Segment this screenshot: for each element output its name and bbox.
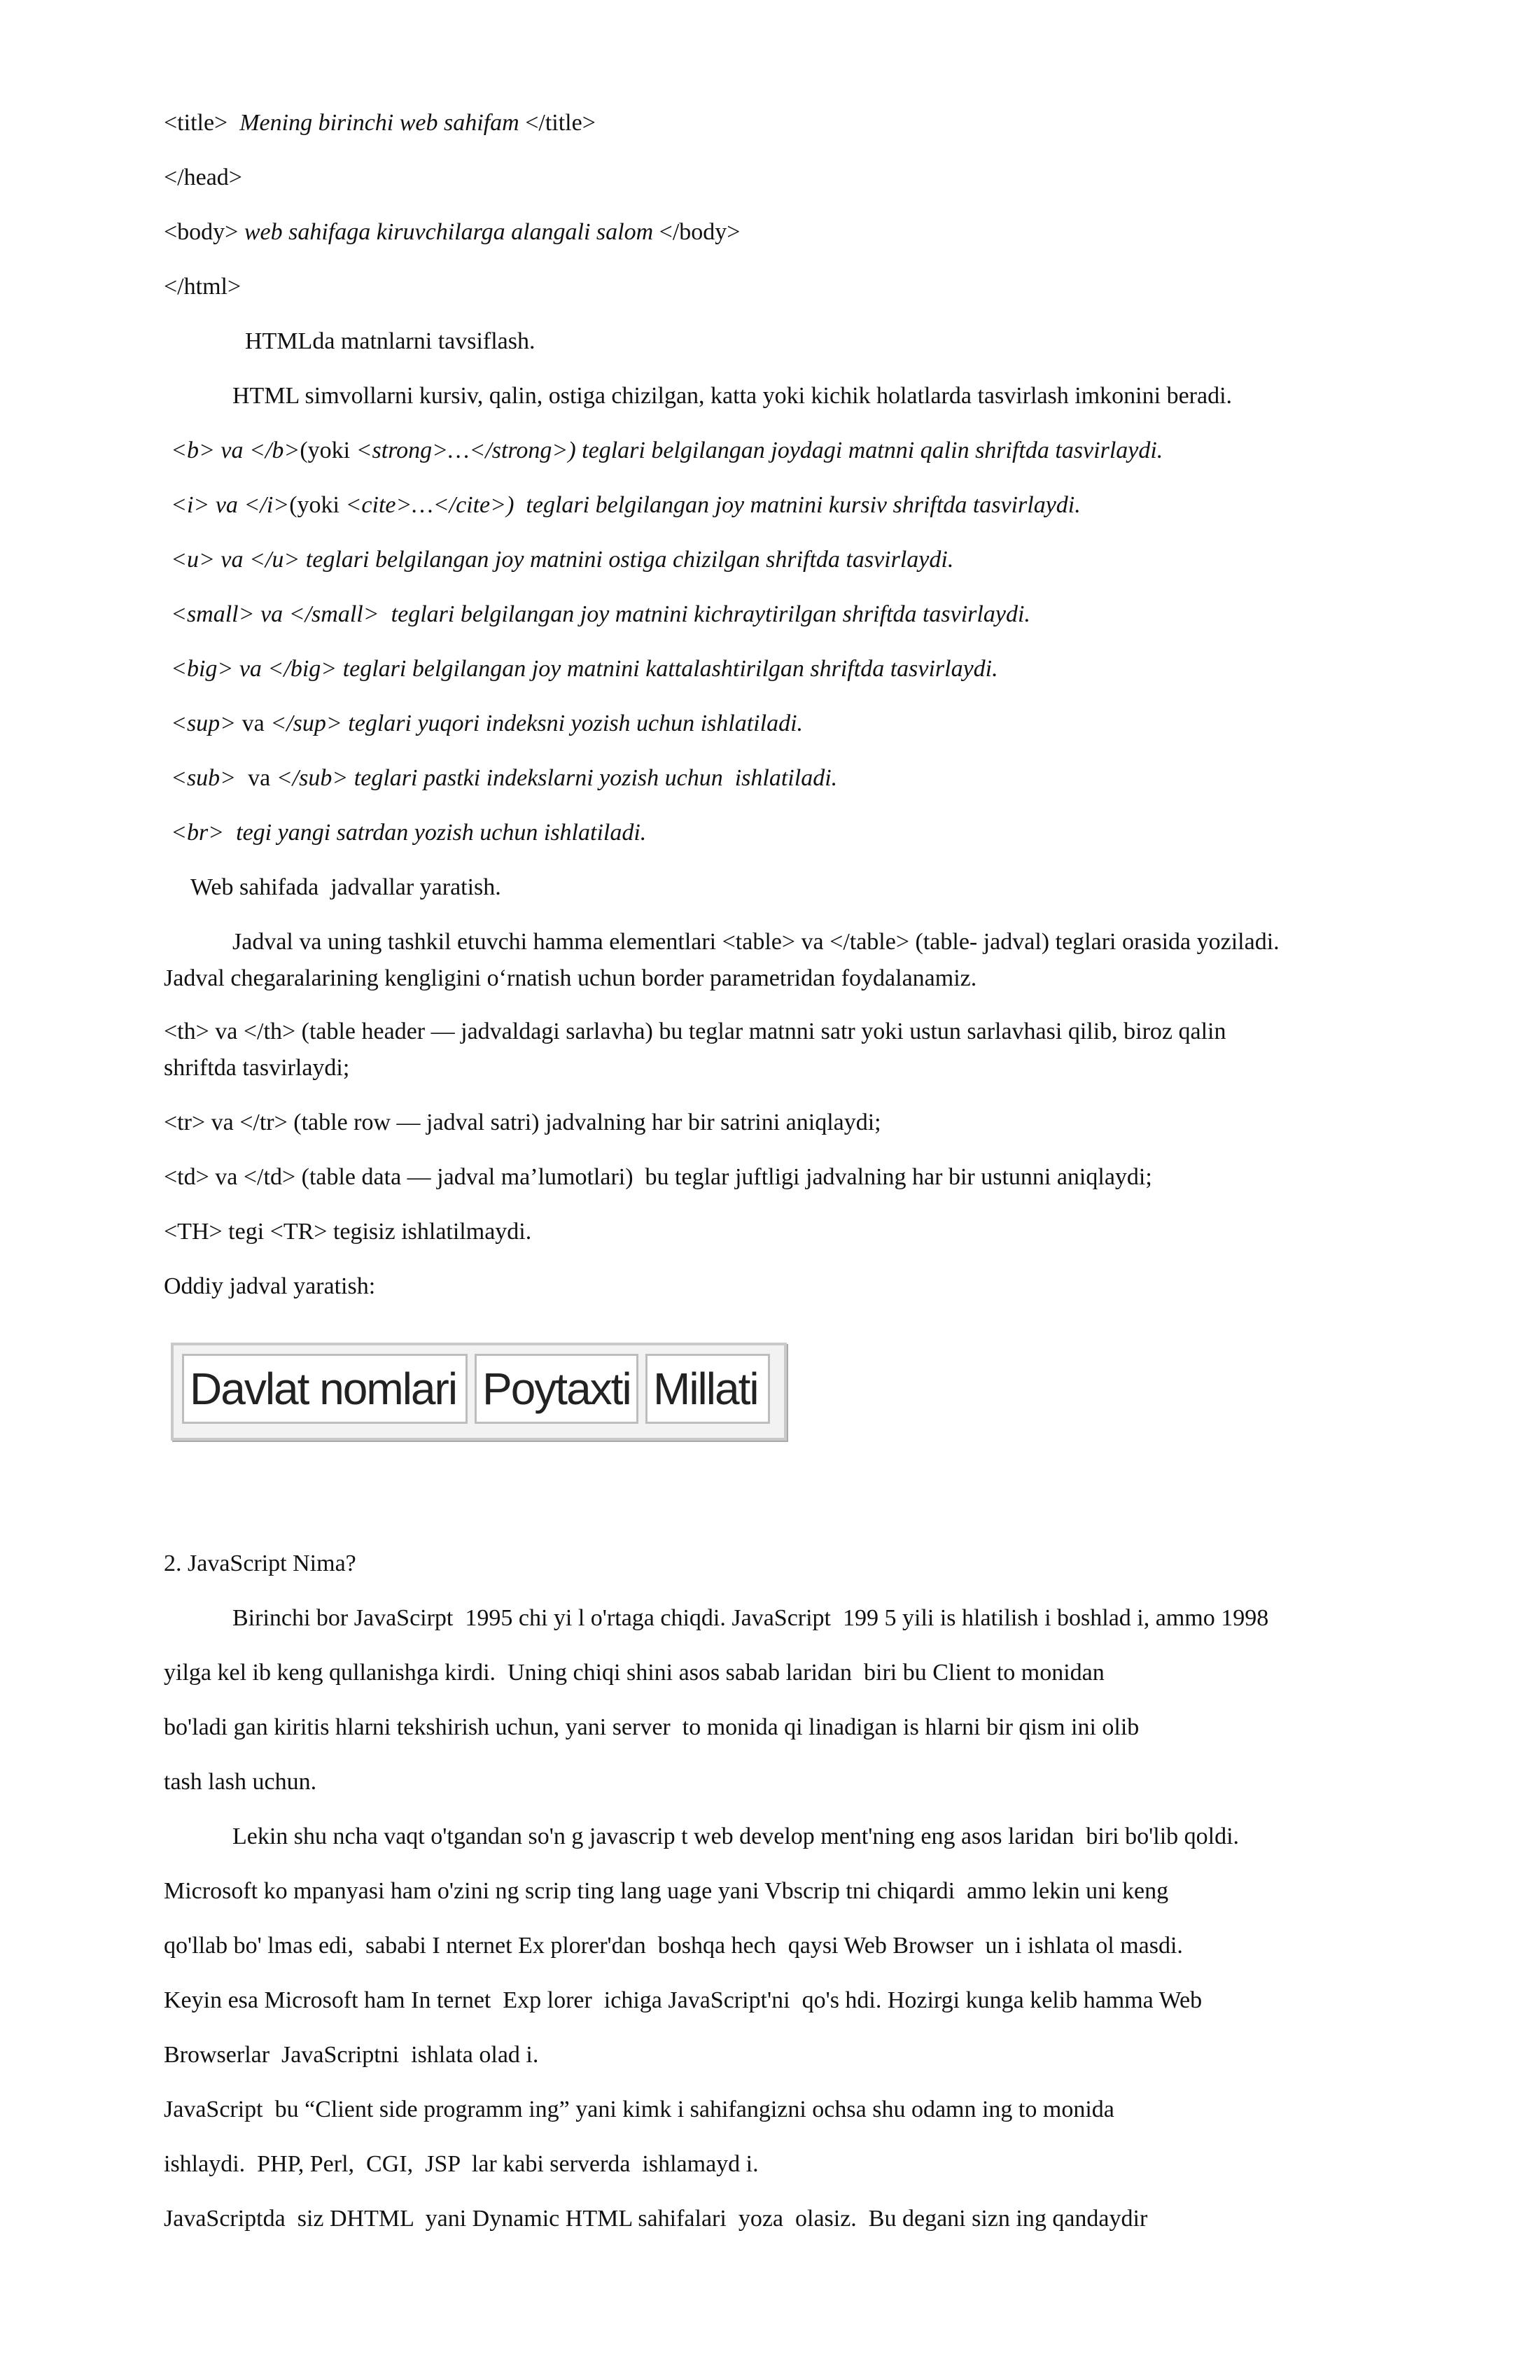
tag-line-bold: <b> va </b>(yoki <strong>…</strong>) teglari belgilangan joydagi matnni qalin shriftda tasvirlaydi. [171,438,1163,463]
code-line-title: <title> Mening birinchi web sahifam </title> [164,110,596,136]
paragraph-js-line: Birinchi bor JavaScirpt 1995 chi yi l o'rtaga chiqdi. JavaScript 199 5 yili is hlatilish i boshlad i, ammo 1998 [232,1605,1269,1631]
paragraph-th-line-2: shriftda tasvirlaydi; [164,1055,350,1081]
paragraph-js-line: Lekin shu ncha vaqt o'tgandan so'n g javascrip t web develop ment'ning eng asos laridan biri bo'lib qoldi. [232,1823,1240,1849]
paragraph-js-line: Microsoft ko mpanyasi ham o'zini ng scrip ting lang uage yani Vbscrip tni chiqardi ammo lekin uni keng [164,1878,1169,1904]
paragraph-js-line: JavaScriptda siz DHTML yani Dynamic HTML sahifalari yoza olasiz. Bu degani sizn ing qandaydir [164,2206,1148,2232]
paragraph-simple-table: Oddiy jadval yaratish: [164,1273,376,1299]
tag-line-big: <big> va </big> teglari belgilangan joy matnini kattalashtirilgan shriftda tasvirlaydi. [171,656,998,682]
tag-line-sup: <sup> va </sup> teglari yuqori indeksni yozish uchun ishlatiladi. [171,710,804,736]
code-line-head-close: </head> [164,164,242,190]
paragraph-js-line: qo'llab bo' lmas edi, sababi I nternet Ex plorer'dan boshqa hech qaysi Web Browser un i ishlata ol masdi. [164,1933,1183,1959]
code-line-body: <body> web sahifaga kiruvchilarga alangali salom </body> [164,219,741,245]
paragraph-js-line: bo'ladi gan kiritis hlarni tekshirish uchun, yani server to monida qi linadigan is hlarni bir qism ini olib [164,1714,1140,1740]
paragraph-js-line: ishlaydi. PHP, Perl, CGI, JSP lar kabi serverda ishlamayd i. [164,2151,759,2177]
paragraph-table-line-1: Jadval va uning tashkil etuvchi hamma elementlari <table> va </table> (table- jadval) teglari orasida yoziladi. [232,929,1280,955]
table-header-cell: Millati [645,1354,770,1424]
paragraph-js-line: tash lash uchun. [164,1769,317,1795]
paragraph-js-line: JavaScript bu “Client side programm ing” yani kimk i sahifangizni ochsa shu odamn ing to monida [164,2096,1114,2122]
paragraph-intro: HTML simvollarni kursiv, qalin, ostiga chizilgan, katta yoki kichik holatlarda tasvirlash imkonini beradi. [232,383,1233,409]
paragraph-tr: <tr> va </tr> (table row — jadval satri) jadvalning har bir satrini aniqlaydi; [164,1110,881,1135]
section-heading-javascript: 2. JavaScript Nima? [164,1550,356,1576]
tag-line-sub: <sub> va </sub> teglari pastki indekslarni yozish uchun ishlatiladi. [171,765,838,791]
table-header-cell: Davlat nomlari [182,1354,468,1424]
paragraph-js-line: Keyin esa Microsoft ham In ternet Exp lorer ichiga JavaScript'ni qo's hdi. Hozirgi kunga kelib hamma Web [164,1987,1203,2013]
section-heading-tables: Web sahifada jadvallar yaratish. [190,874,501,900]
table-example-image [171,1343,787,1441]
tag-line-underline: <u> va </u> teglari belgilangan joy matnini ostiga chizilgan shriftda tasvirlaydi. [171,547,954,573]
tag-line-br: <br> tegi yangi satrdan yozish uchun ishlatiladi. [171,820,647,846]
paragraph-th-note: <TH> tegi <TR> tegisiz ishlatilmaydi. [164,1219,532,1245]
tag-line-small: <small> va </small> teglari belgilangan joy matnini kichraytirilgan shriftda tasvirlaydi. [171,601,1030,627]
paragraph-js-line: Browserlar JavaScriptni ishlata olad i. [164,2042,539,2068]
paragraph-table-line-2: Jadval chegaralarining kengligini o‘rnatish uchun border parametridan foydalanamiz. [164,965,977,991]
paragraph-td: <td> va </td> (table data — jadval ma’lumotlari) bu teglar juftligi jadvalning har bir ustunni aniqlaydi; [164,1164,1152,1190]
table-header-cell: Poytaxti [475,1354,638,1424]
code-line-html-close: </html> [164,274,241,300]
tag-line-italic: <i> va </i>(yoki <cite>…</cite>) teglari belgilangan joy matnini kursiv shriftda tasvirlaydi. [171,492,1081,518]
section-heading-text-formatting: HTMLda matnlarni tavsiflash. [245,328,536,354]
paragraph-js-line: yilga kel ib keng qullanishga kirdi. Uning chiqi shini asos sabab laridan biri bu Client to monidan [164,1660,1105,1686]
paragraph-th-line-1: <th> va </th> (table header — jadvaldagi sarlavha) bu teglar matnni satr yoki ustun sarlavhasi qilib, biroz qalin [164,1018,1226,1044]
